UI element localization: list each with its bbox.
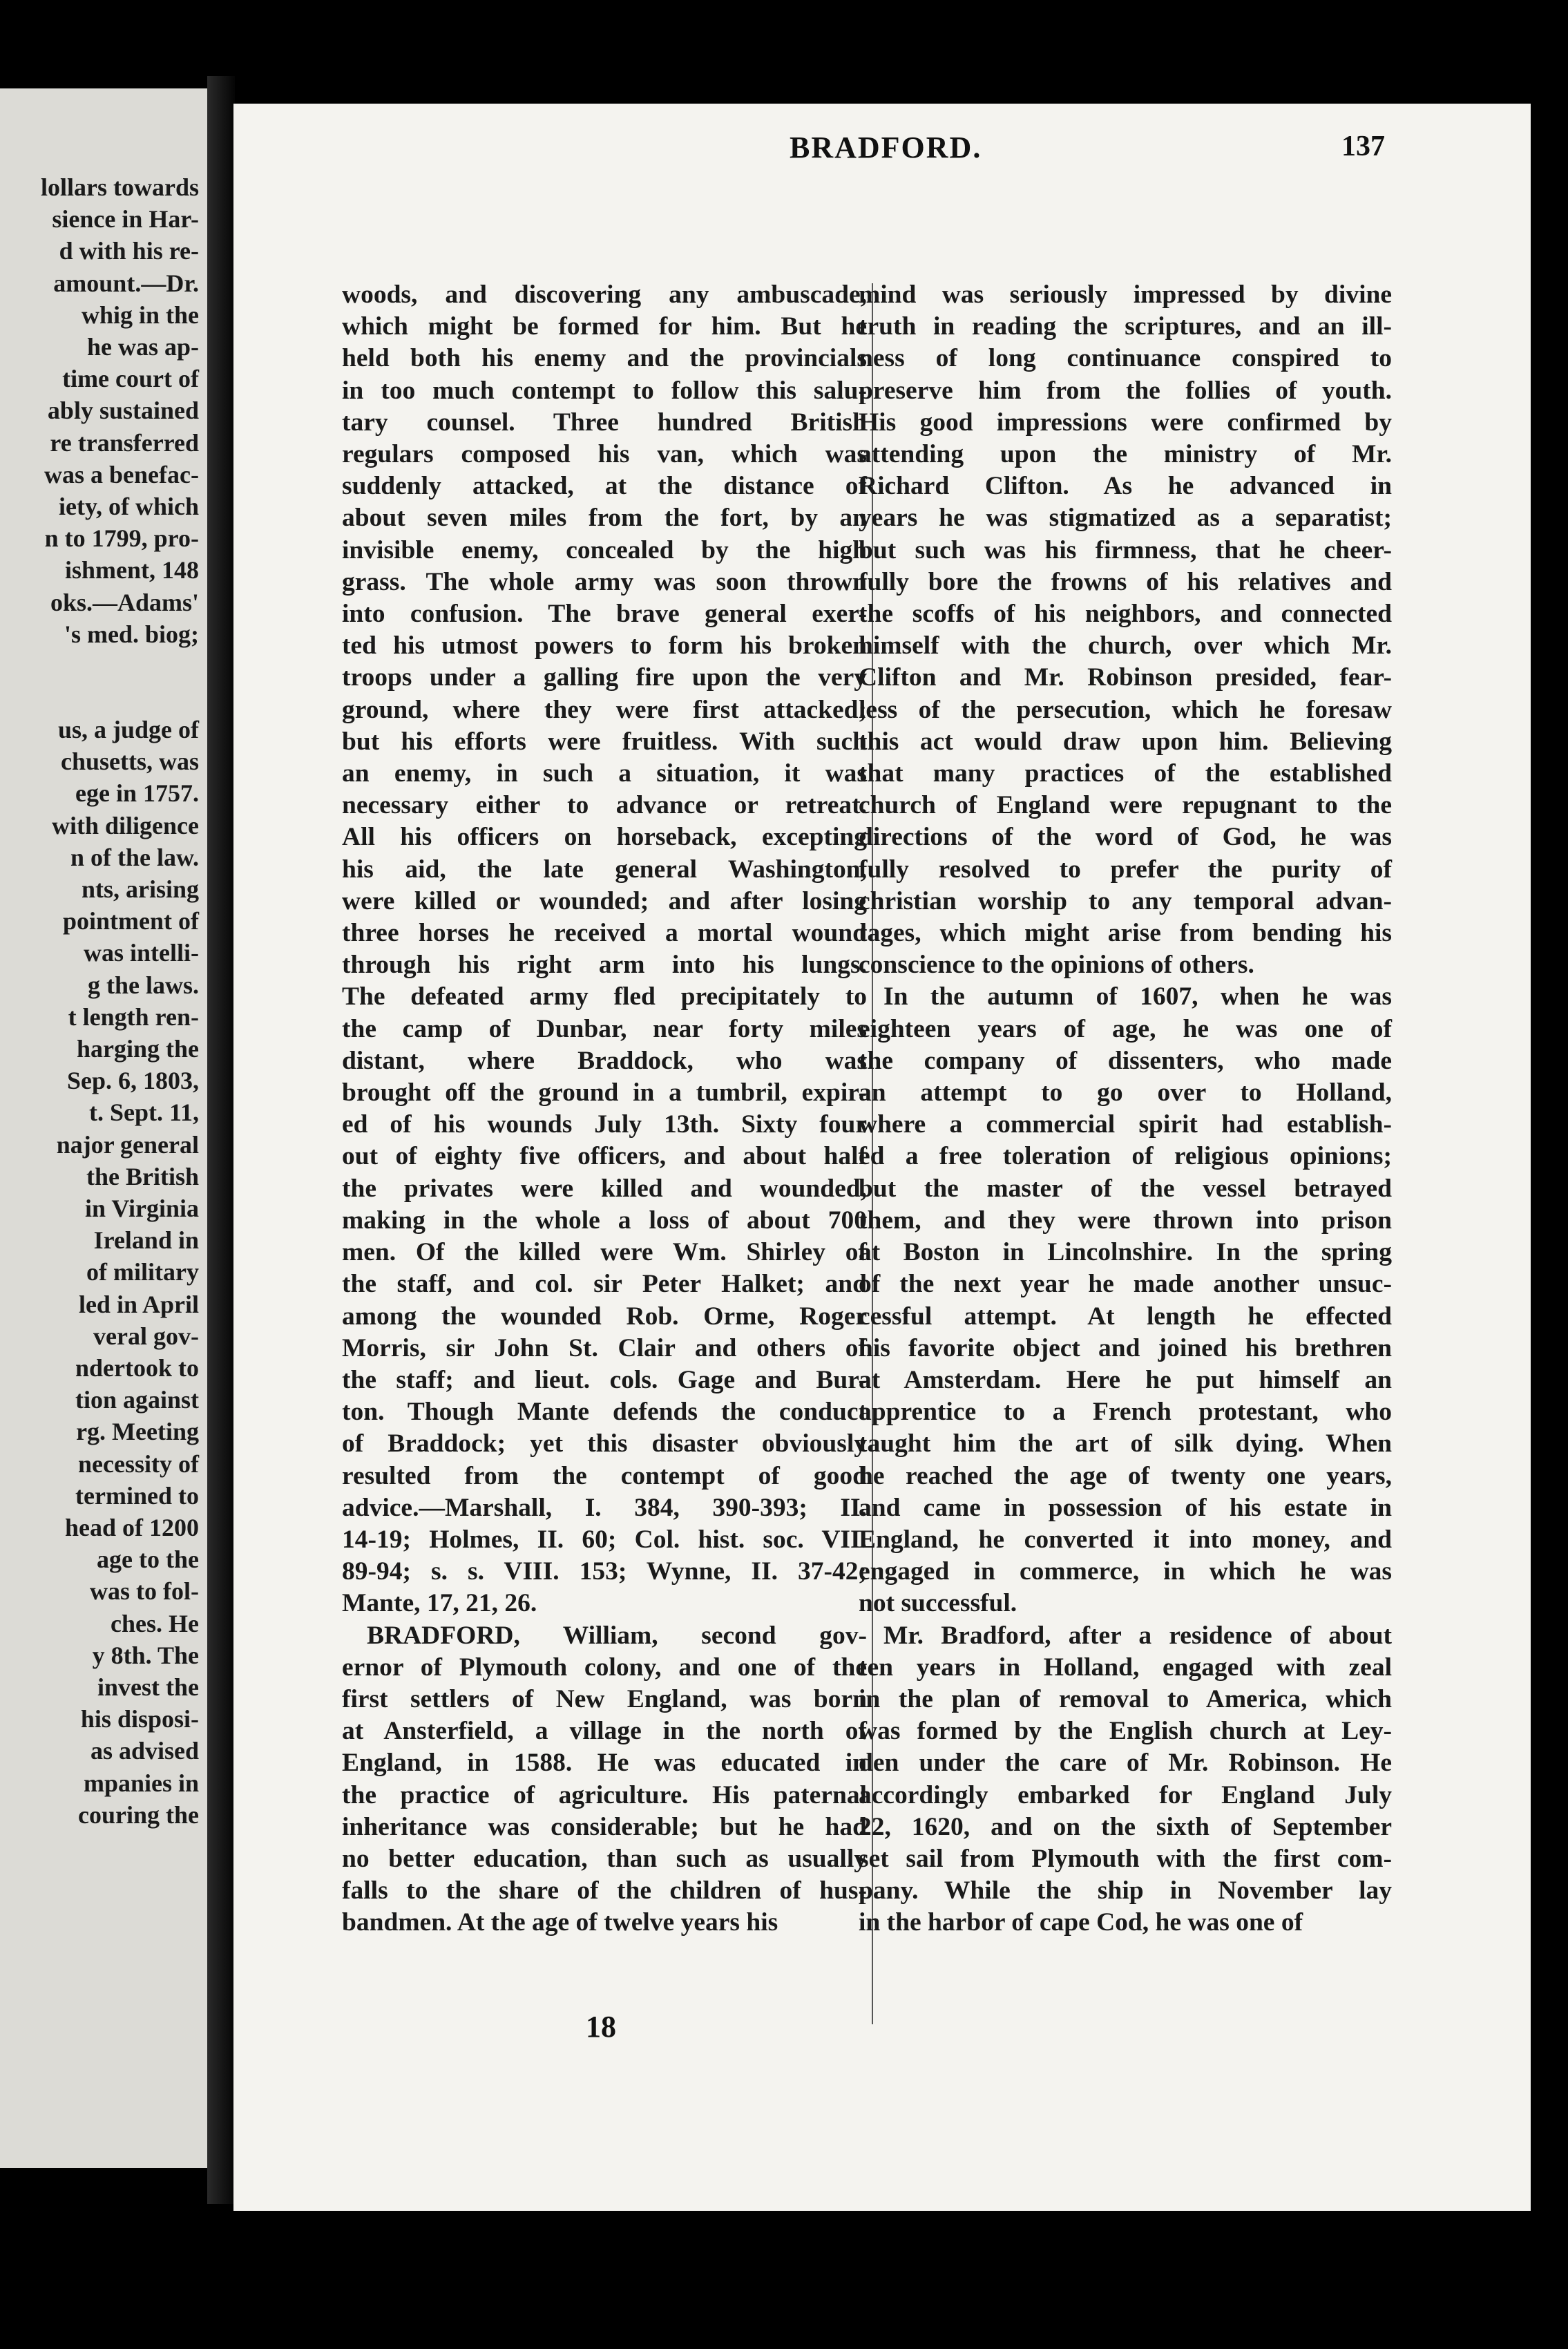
previous-page-line: his disposi-	[80, 1705, 199, 1733]
text-line: brought off the ground in a tumbril, expir-	[342, 1078, 867, 1107]
previous-page-line: d with his re-	[59, 237, 199, 265]
text-line: his favorite object and joined his brethren	[859, 1333, 1392, 1362]
text-line: not successful.	[859, 1589, 1017, 1618]
text-line: he reached the age of twenty one years,	[859, 1461, 1392, 1490]
text-line: engaged in commerce, in which he was	[859, 1557, 1392, 1586]
previous-page-line: chusetts, was	[60, 748, 199, 776]
previous-page-line: n of the law.	[70, 843, 199, 871]
previous-page-line: ably sustained	[47, 397, 199, 425]
text-line: ernor of Plymouth colony, and one of the	[342, 1653, 867, 1682]
text-line: first settlers of New England, was born	[342, 1684, 867, 1713]
text-line: them, and they were thrown into prison	[859, 1206, 1392, 1235]
text-line: His good impressions were confirmed by	[859, 408, 1392, 437]
previous-page-line: veral gov-	[93, 1322, 199, 1350]
text-line: of Braddock; yet this disaster obviously	[342, 1429, 867, 1458]
text-line: 22, 1620, and on the sixth of September	[859, 1812, 1392, 1841]
text-line: the camp of Dunbar, near forty miles	[342, 1014, 867, 1043]
text-line: tages, which might arise from bending his	[859, 919, 1392, 948]
text-line: falls to the share of the children of hus-	[342, 1876, 867, 1905]
text-line: inheritance was considerable; but he had	[342, 1812, 867, 1841]
text-line: accordingly embarked for England July	[859, 1780, 1392, 1809]
text-line: conscience to the opinions of others.	[859, 951, 1254, 980]
previous-page-line: n to 1799, pro-	[44, 524, 199, 553]
text-line: no better education, than such as usually	[342, 1844, 867, 1873]
text-line: resulted from the contempt of good	[342, 1461, 867, 1490]
previous-page-line: Ireland in	[93, 1226, 199, 1255]
previous-page-line: pointment of	[63, 907, 199, 935]
previous-page-line: head of 1200	[64, 1514, 199, 1541]
text-line: den under the care of Mr. Robinson. He	[859, 1749, 1392, 1778]
previous-page-line: sience in Har-	[52, 205, 199, 234]
text-line: Mante, 17, 21, 26.	[342, 1589, 537, 1618]
text-line: years he was stigmatized as a separatist;	[859, 504, 1392, 533]
text-line: among the wounded Rob. Orme, Roger	[342, 1302, 867, 1331]
text-line: cessful attempt. At length he effected	[859, 1302, 1392, 1331]
previous-page-line: termined to	[75, 1481, 199, 1510]
previous-page-line: ege in 1757.	[75, 779, 199, 808]
left-column	[342, 279, 867, 1939]
text-line: ton. Though Mante defends the conduct	[342, 1398, 867, 1427]
text-line: was formed by the English church at Ley-	[859, 1717, 1392, 1746]
previous-page-line: lollars towards	[41, 173, 199, 201]
text-line: christian worship to any temporal advan-	[859, 886, 1392, 915]
text-line: the practice of agriculture. His paternal	[342, 1780, 867, 1809]
text-line: the company of dissenters, who made	[859, 1046, 1392, 1075]
previous-page-line: Sep. 6, 1803,	[66, 1067, 199, 1095]
running-head: BRADFORD.	[790, 131, 982, 164]
previous-page-line: couring the	[78, 1800, 199, 1829]
text-line: invisible enemy, concealed by the high	[342, 535, 867, 564]
text-line: ness of long continuance conspired to	[859, 344, 1392, 373]
text-line: through his right arm into his lungs.	[342, 951, 867, 980]
text-line: himself with the church, over which Mr.	[859, 631, 1392, 660]
text-line: fully bore the frowns of his relatives and	[859, 567, 1392, 596]
text-line: England, in 1588. He was educated in	[342, 1749, 867, 1778]
text-line: 14-19; Holmes, II. 60; Col. hist. soc. VII.	[342, 1525, 867, 1554]
previous-page-line: nts, arising	[81, 875, 199, 903]
text-line: an attempt to go over to Holland,	[859, 1078, 1392, 1107]
previous-page-line: y 8th. The	[92, 1641, 199, 1669]
text-line: three horses he received a mortal wound	[342, 919, 867, 948]
previous-page-line: led in April	[78, 1290, 199, 1318]
text-line: England, he converted it into money, and	[859, 1525, 1392, 1554]
previous-page-line: he was ap-	[86, 333, 199, 361]
text-line: the privates were killed and wounded,	[342, 1174, 867, 1203]
text-line: BRADFORD, William, second gov-	[367, 1621, 867, 1650]
text-line: grass. The whole army was soon thrown	[342, 567, 867, 596]
previous-page-line: ches. He	[111, 1609, 199, 1637]
previous-page-line: mpanies in	[83, 1769, 199, 1797]
previous-page-line: ishment, 148	[64, 556, 199, 584]
previous-page-line: t length ren-	[68, 1002, 199, 1031]
previous-page-line: oks.—Adams'	[50, 588, 199, 616]
text-line: tary counsel. Three hundred British	[342, 408, 867, 437]
text-line: about seven miles from the fort, by an	[342, 504, 867, 533]
text-line: taught him the art of silk dying. When	[859, 1429, 1392, 1458]
text-line: at Amsterdam. Here he put himself an	[859, 1365, 1392, 1394]
text-line: making in the whole a loss of about 700	[342, 1206, 867, 1235]
text-line: which might be formed for him. But he	[342, 312, 867, 341]
right-column	[859, 279, 1392, 1939]
text-line: All his officers on horseback, excepting	[342, 823, 867, 852]
previous-page-line: amount.—Dr.	[53, 269, 199, 297]
previous-page-line: t. Sept. 11,	[88, 1099, 199, 1127]
previous-page-line: ndertook to	[75, 1354, 199, 1382]
text-line: at Boston in Lincolnshire. In the spring	[859, 1238, 1392, 1267]
text-line: but his efforts were fruitless. With such	[342, 727, 867, 756]
text-line: the scoffs of his neighbors, and connected	[859, 600, 1392, 629]
previous-page-line: time court of	[62, 365, 199, 393]
text-line: held both his enemy and the provincials	[342, 344, 867, 373]
text-line: The defeated army fled precipitately to	[342, 982, 867, 1011]
text-line: truth in reading the scriptures, and an ill-	[859, 312, 1392, 341]
text-line: fully resolved to prefer the purity of	[859, 855, 1392, 884]
previous-page-line: was a benefac-	[44, 460, 199, 488]
text-line: the staff; and lieut. cols. Gage and Bur-	[342, 1365, 867, 1394]
text-line: the staff, and col. sir Peter Halket; and	[342, 1270, 867, 1299]
text-line: attending upon the ministry of Mr.	[859, 440, 1392, 469]
text-line: 89-94; s. s. VIII. 153; Wynne, II. 37-42;	[342, 1557, 867, 1586]
text-line: his aid, the late general Washington,	[342, 855, 867, 884]
previous-page-line: invest the	[97, 1673, 199, 1701]
previous-page-line: whig in the	[81, 301, 199, 329]
text-line: troops under a galling fire upon the very	[342, 663, 867, 692]
text-line: apprentice to a French protestant, who	[859, 1398, 1392, 1427]
text-line: into confusion. The brave general exer-	[342, 600, 867, 629]
previous-page-line: as advised	[90, 1737, 199, 1765]
previous-page-line: age to the	[97, 1546, 199, 1574]
text-line: an enemy, in such a situation, it was	[342, 759, 867, 788]
text-line: ed of his wounds July 13th. Sixty four	[342, 1110, 867, 1139]
previous-page-line: was intelli-	[84, 939, 199, 967]
text-line: directions of the word of God, he was	[859, 823, 1392, 852]
text-line: necessary either to advance or retreat.	[342, 791, 867, 820]
text-line: In the autumn of 1607, when he was	[883, 982, 1392, 1011]
text-line: ten years in Holland, engaged with zeal	[859, 1653, 1392, 1682]
text-line: Richard Clifton. As he advanced in	[859, 472, 1392, 501]
text-line: were killed or wounded; and after losing	[342, 886, 867, 915]
text-line: pany. While the ship in November lay	[859, 1876, 1392, 1905]
previous-page-line: with diligence	[52, 811, 199, 839]
text-line: ted his utmost powers to form his broken	[342, 631, 867, 660]
text-line: mind was seriously impressed by divine	[859, 280, 1392, 309]
text-line: Mr. Bradford, after a residence of about	[883, 1621, 1392, 1650]
text-line: ed a free toleration of religious opinions;	[859, 1142, 1392, 1171]
text-line: where a commercial spirit had establish-	[859, 1110, 1392, 1139]
signature-mark: 18	[586, 2010, 616, 2044]
previous-page-line: was to fol-	[90, 1577, 199, 1606]
previous-page-line: harging the	[76, 1035, 199, 1063]
text-line: set sail from Plymouth with the first com-	[859, 1844, 1392, 1873]
text-line: less of the persecution, which he foresaw	[859, 695, 1392, 724]
text-line: and came in possession of his estate in	[859, 1493, 1392, 1522]
text-line: but such was his firmness, that he cheer-	[859, 535, 1392, 564]
text-line: preserve him from the follies of youth.	[859, 376, 1392, 405]
previous-page-line: g the laws.	[88, 971, 199, 999]
previous-page-line: re transferred	[50, 428, 199, 457]
previous-page-line: najor general	[56, 1130, 199, 1159]
text-line: out of eighty five officers, and about half	[342, 1142, 867, 1171]
previous-page-line: the British	[86, 1162, 199, 1190]
book-gutter	[207, 76, 235, 2204]
previous-page-edge	[0, 88, 207, 2168]
text-line: in the plan of removal to America, which	[859, 1684, 1392, 1713]
text-line: Clifton and Mr. Robinson presided, fear-	[859, 663, 1392, 692]
text-line: advice.—Marshall, I. 384, 390-393; II.	[342, 1493, 867, 1522]
previous-page-line: tion against	[75, 1386, 199, 1414]
text-line: at Ansterfield, a village in the north of	[342, 1717, 867, 1746]
previous-page-line: us, a judge of	[57, 716, 199, 743]
previous-page-line: of military	[86, 1258, 199, 1286]
text-line: church of England were repugnant to the	[859, 791, 1392, 820]
page-number: 137	[1341, 131, 1385, 162]
previous-page-line: necessity of	[78, 1449, 199, 1478]
text-line: ground, where they were first attacked;	[342, 695, 867, 724]
text-line: in the harbor of cape Cod, he was one of	[859, 1908, 1303, 1937]
text-line: that many practices of the established	[859, 759, 1392, 788]
text-line: but the master of the vessel betrayed	[859, 1174, 1392, 1203]
text-line: bandmen. At the age of twelve years his	[342, 1908, 778, 1937]
text-line: men. Of the killed were Wm. Shirley of	[342, 1238, 867, 1267]
text-line: of the next year he made another unsuc-	[859, 1270, 1392, 1299]
text-line: Morris, sir John St. Clair and others of	[342, 1333, 867, 1362]
previous-page-line: 's med. biog;	[64, 620, 199, 648]
text-line: distant, where Braddock, who was	[342, 1046, 867, 1075]
text-line: woods, and discovering any ambuscade,	[342, 280, 867, 309]
text-line: suddenly attacked, at the distance of	[342, 472, 867, 501]
text-line: in too much contempt to follow this salu-	[342, 376, 867, 405]
text-line: eighteen years of age, he was one of	[859, 1014, 1392, 1043]
text-line: this act would draw upon him. Believing	[859, 727, 1392, 756]
previous-page-line: rg. Meeting	[76, 1418, 199, 1446]
text-line: regulars composed his van, which was	[342, 440, 867, 469]
previous-page-line: iety, of which	[59, 493, 199, 520]
previous-page-line: in Virginia	[84, 1195, 199, 1222]
